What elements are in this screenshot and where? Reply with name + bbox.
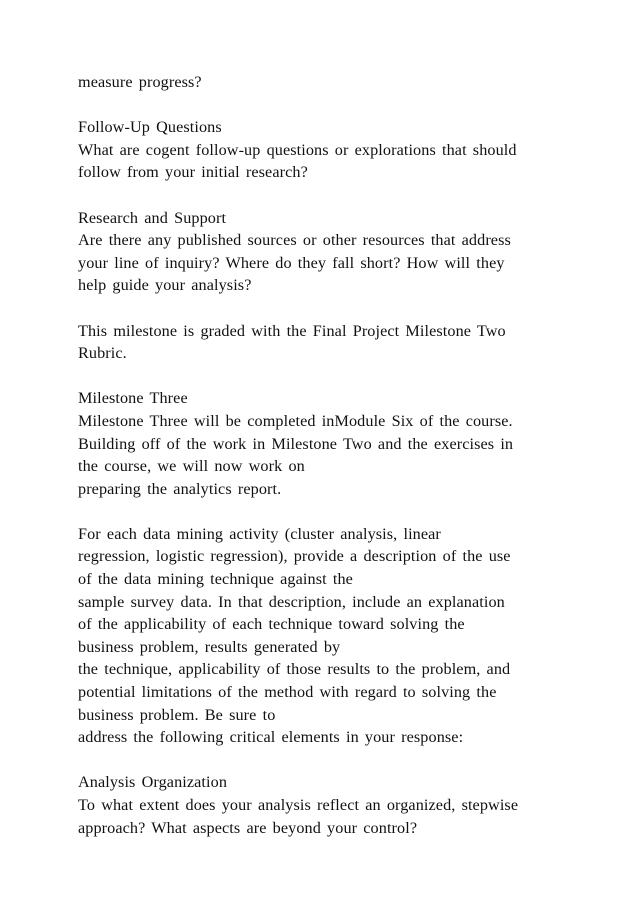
text-line: Milestone Three will be completed inModule Six of the course. xyxy=(78,411,513,430)
text-line: the technique, applicability of those results to the problem, and xyxy=(78,660,511,679)
text-line: potential limitations of the method with regard to solving the xyxy=(78,683,497,702)
document-body xyxy=(78,71,578,839)
text-line: of the applicability of each technique toward solving the xyxy=(78,615,465,634)
text-line: preparing the analytics report. xyxy=(78,479,282,498)
paragraph-gap xyxy=(78,749,578,772)
paragraph-follow-up-questions xyxy=(78,116,578,184)
paragraph-gap xyxy=(78,184,578,207)
text-line: address the following critical elements in your response: xyxy=(78,728,464,747)
text-line: Rubric. xyxy=(78,344,127,363)
text-line: To what extent does your analysis reflect an organized, stepwise xyxy=(78,796,519,814)
text-line: For each data mining activity (cluster analysis, linear xyxy=(78,524,441,543)
text-line: the course, we will now work on xyxy=(78,457,305,476)
paragraph-gap xyxy=(78,365,578,388)
text-line: of the data mining technique against the xyxy=(78,570,353,589)
section-heading: Analysis Organization xyxy=(78,773,228,792)
paragraph-rubric-note xyxy=(78,320,578,365)
text-line: help guide your analysis? xyxy=(78,276,252,295)
paragraph-measure-progress xyxy=(78,71,578,94)
text-line: business problem, results generated by xyxy=(78,637,341,656)
paragraph-data-mining-activity xyxy=(78,523,578,749)
text-line: approach? What aspects are beyond your control? xyxy=(78,818,418,837)
text-line: follow from your initial research? xyxy=(78,163,308,182)
paragraph-analysis-organization xyxy=(78,771,578,839)
text-line: your line of inquiry? Where do they fall short? How will they xyxy=(78,253,505,272)
paragraph-gap xyxy=(78,94,578,117)
paragraph-research-and-support xyxy=(78,207,578,297)
text-line: What are cogent follow-up questions or explorations that should xyxy=(78,140,517,159)
text-line: Are there any published sources or other resources that address xyxy=(78,231,511,250)
text-line: regression, logistic regression), provide a description of the use xyxy=(78,547,511,566)
section-heading: Research and Support xyxy=(78,208,227,227)
section-heading: Follow-Up Questions xyxy=(78,118,222,137)
text-line: business problem. Be sure to xyxy=(78,705,276,724)
paragraph-gap xyxy=(78,297,578,320)
paragraph-milestone-three xyxy=(78,387,578,500)
text-line: Building off of the work in Milestone Two and the exercises in xyxy=(78,434,514,453)
text-line: This milestone is graded with the Final Project Milestone Two xyxy=(78,321,506,340)
section-heading: Milestone Three xyxy=(78,389,188,408)
paragraph-gap xyxy=(78,500,578,523)
text-line: measure progress? xyxy=(78,73,202,91)
text-line: sample survey data. In that description, include an explanation xyxy=(78,592,505,611)
